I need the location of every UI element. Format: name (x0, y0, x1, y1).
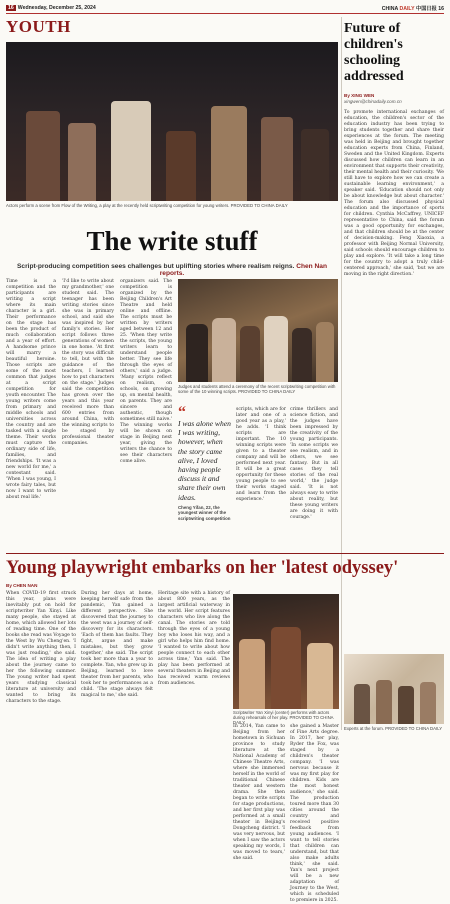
main-photo (6, 42, 338, 201)
masthead-prefix: CHINA (381, 6, 398, 12)
header-left (6, 5, 96, 11)
right-story-title: Future of children's schooling addressed (344, 21, 404, 84)
page-header (6, 2, 444, 14)
issue-date: Wednesday, December 25, 2024 (17, 5, 96, 11)
main-body-col2: 'I'd like to write about my grandmother,' one student said. The teenager has been writing stories since she was in primary school, and said she was inspired by her family's stories. Her script follows three generations of women in one home. 'At first the story was difficult to tell, but with the guidance of the teachers, I learned how to put characters on the stage.' Judges said the competition has grown over the years and this year received more than 600 entries from around China, with the winning scripts to be staged by professional theater companies. (62, 279, 114, 446)
section-title: YOUTH (6, 17, 71, 36)
right-byline-name: By XING WEN (344, 93, 375, 98)
right-photo (344, 654, 444, 724)
quote-mark-icon: “ (178, 404, 186, 421)
deck (6, 263, 338, 277)
second-story-rule (6, 553, 444, 554)
main-photo-caption: Actors perform a scene from Flow of the Writing, a play at the recently held scriptwriting competition for young writers. PROVIDED TO CHINA DAILY (6, 203, 288, 208)
second-story-col4: In 2014, Yan came to Beijing from her hometown in Sichuan province to study literature at the National Academy of Chinese Theatre Arts, where she immersed herself in the world of traditional Chinese theater and western drama. She then began to write scripts for stage productions, and her first play was performed at a small theater in Beijing's Dongcheng district. 'I was very nervous, but when I saw the actors speaking my words, I was moved to tears,' she said. (233, 724, 285, 861)
column-divider (341, 17, 342, 730)
right-photo-caption: Experts at the forum. PROVIDED TO CHINA DAILY (344, 726, 443, 731)
second-story-photo (233, 594, 339, 709)
right-story-body: To promote international exchanges of education, the children's sector of the education industry has been trying to bring students together and share their experiences at the forum. The meeting was held in Beijing and brought together education experts from China, Finland, Sweden and the United Kingdom. Experts discussed how children can learn in an environment that supports their creativity, their mental health and their curiosity. 'We still have to explore how we can create a sustainable learning environment,' a speaker said. 'Education should not only be about knowledge but about character.' The forum also discussed physical education and the importance of sports for children. Cynthia McCaffrey, UNICEF representative to China, said the forum was a good opportunity for exchanges, and that children should be at the center of decision-making. Feng Xiaoxia, a professor with Beijing Normal University, said schools should encourage children to play and explore. 'It will take a long time for the country to adopt a truly child-centered approach,' she said, 'but we are moving in the right direction.' (344, 110, 444, 277)
quote-text: I was alone when I was writing, however, when the story came alive, I loved having people discuss it and share their own ideas. (178, 419, 231, 502)
second-story-col1: When COVID-19 first struck this year, plans were inevitably put on hold for scriptwriter Yan Xinyi. Like many people, she stayed at home, which allowed her lots of reading time. One of the books she read was Voyage to the West by Wu Cheng'en. 'I didn't write anything then, I was just reading,' she said. The idea of writing a play about the journey came to her the following summer. The young writer had spent years studying classical literature at university and wanted to bring its characters to the stage. (6, 591, 76, 704)
right-byline-email: xingwen@chinadaily.com.cn (344, 99, 402, 104)
second-photo (178, 279, 338, 382)
deck-byline: Chen Nan reports. (159, 263, 327, 277)
second-story-headline (6, 558, 444, 579)
second-story-byline: By CHEN NAN (6, 583, 38, 588)
second-story-col2: During her days at home, keeping herself safe from the pandemic, Yan gained a different perspective. She discovered that the journey to the west was a journey of self-discovery for its characters. 'Each of them has faults. They fight, argue and make mistakes, but they grow together,' she said. The script took her more than a year to complete. Yan, who grew up in Beijing, learned to love theater from her parents, who took her to performances as a child. 'The stage always felt magical to me,' she said. (81, 591, 153, 698)
right-story-byline (344, 93, 402, 105)
second-headline-text: Young playwright embarks on her 'latest odyssey' (6, 558, 399, 578)
center-body-col4: scripts, which are for later and one of a good year as a play,' he adds. 'I think scripts are important. The 10 winning scripts were given to a theater company and will be performed next year. It will be a great opportunity for these young people to see their works staged and learn from the experience.' (236, 407, 286, 502)
deck-text: Script-producing competition sees challenges but uplifting stories where realism reigns. (17, 263, 295, 270)
second-story-photo-caption: Scriptwriter Yan Xinyi (center) performs with actors during rehearsals of her play. PROVIDED TO CHINA DAILY (233, 710, 334, 726)
masthead-chinese: 中国日报 (416, 6, 437, 12)
quote-attribution: Cheng Yifan, 22, the youngest winner of the scriptwriting competition (178, 504, 231, 521)
center-body-col5: crime thrillers and science fiction, and the judges have been impressed by the creativity of the young participants. 'In some scripts we see realism, and in others, we see fantasy. But in all cases they tell stories of the real world,' the judge said. 'It is not always easy to write about reality, but these young writers are doing it with courage.' (290, 407, 338, 520)
page-number-right: 16 (438, 6, 444, 12)
main-body-col3: organizers said. The competition is organized by the Beijing Children's Art Theatre and held online and offline. The scripts must be written by writers aged between 12 and 25. 'When they write the scripts, the young writers learn to understand people better. They see life through the eyes of others,' said a judge. 'Many scripts reflect on realism, on schools, on growing up, on mental health, on parents. They are sincere and authentic, though sometimes still naive.' The winning works will be shown on stage in Beijing next year, giving the writers the chance to see their characters come alive. (120, 279, 172, 464)
header-right (382, 5, 444, 12)
headline: The write stuff (86, 226, 258, 256)
pull-quote (178, 404, 232, 521)
masthead-suffix: DAILY (399, 6, 415, 12)
header-rule (6, 13, 444, 14)
page-number: 16 (8, 5, 14, 11)
second-photo-caption: Judges and students attend a ceremony of the recent scriptwriting competition with some of the 10 winning scripts. PROVIDED TO CHINA DAILY (178, 384, 336, 395)
second-story-col5: she gained a Master of Fine Arts degree. In 2017, her play, Ryder the Fox, was staged by a children's theater company. 'I was nervous because it was my first play for children. Kids are the most honest audience,' she said. The production toured more than 30 cities around the country and received positive feedback from young audiences. 'I want to tell stories that children can understand, but that also make adults think,' she said. Yan's next project will be a new adaptation of Journey to the West, which is scheduled to premiere in 2025. (290, 724, 339, 903)
main-body-col1: Time is a competition and the participants are writing a script where its main character is a girl. Their performance on the stage has been the product of much collaboration and a year of effort. A handsome prince will marry a beautiful heroine. Those scripts are some of the most common that judges at a script competition for youth encounter. The young writers come from primary and middle schools and universities across the country and are tasked with a single theme. Their works must capture the ordinary side of life, families, and friendships. 'It was a new world for me,' a contestant said. 'When I was young, I wrote fairy tales, but now I want to write about real life.' (6, 279, 56, 500)
second-story-col3: Heritage site with a history of about 800 years, as the largest artificial waterway in the world. Her script features characters who live along the canal. The stories are told through the eyes of a young boy who loses his way, and a girl who helps him find home. 'I wanted to write about how people connect to each other across time,' Yan said. The play has been performed at several theaters in Beijing and has received warm reviews from audiences. (158, 591, 230, 686)
